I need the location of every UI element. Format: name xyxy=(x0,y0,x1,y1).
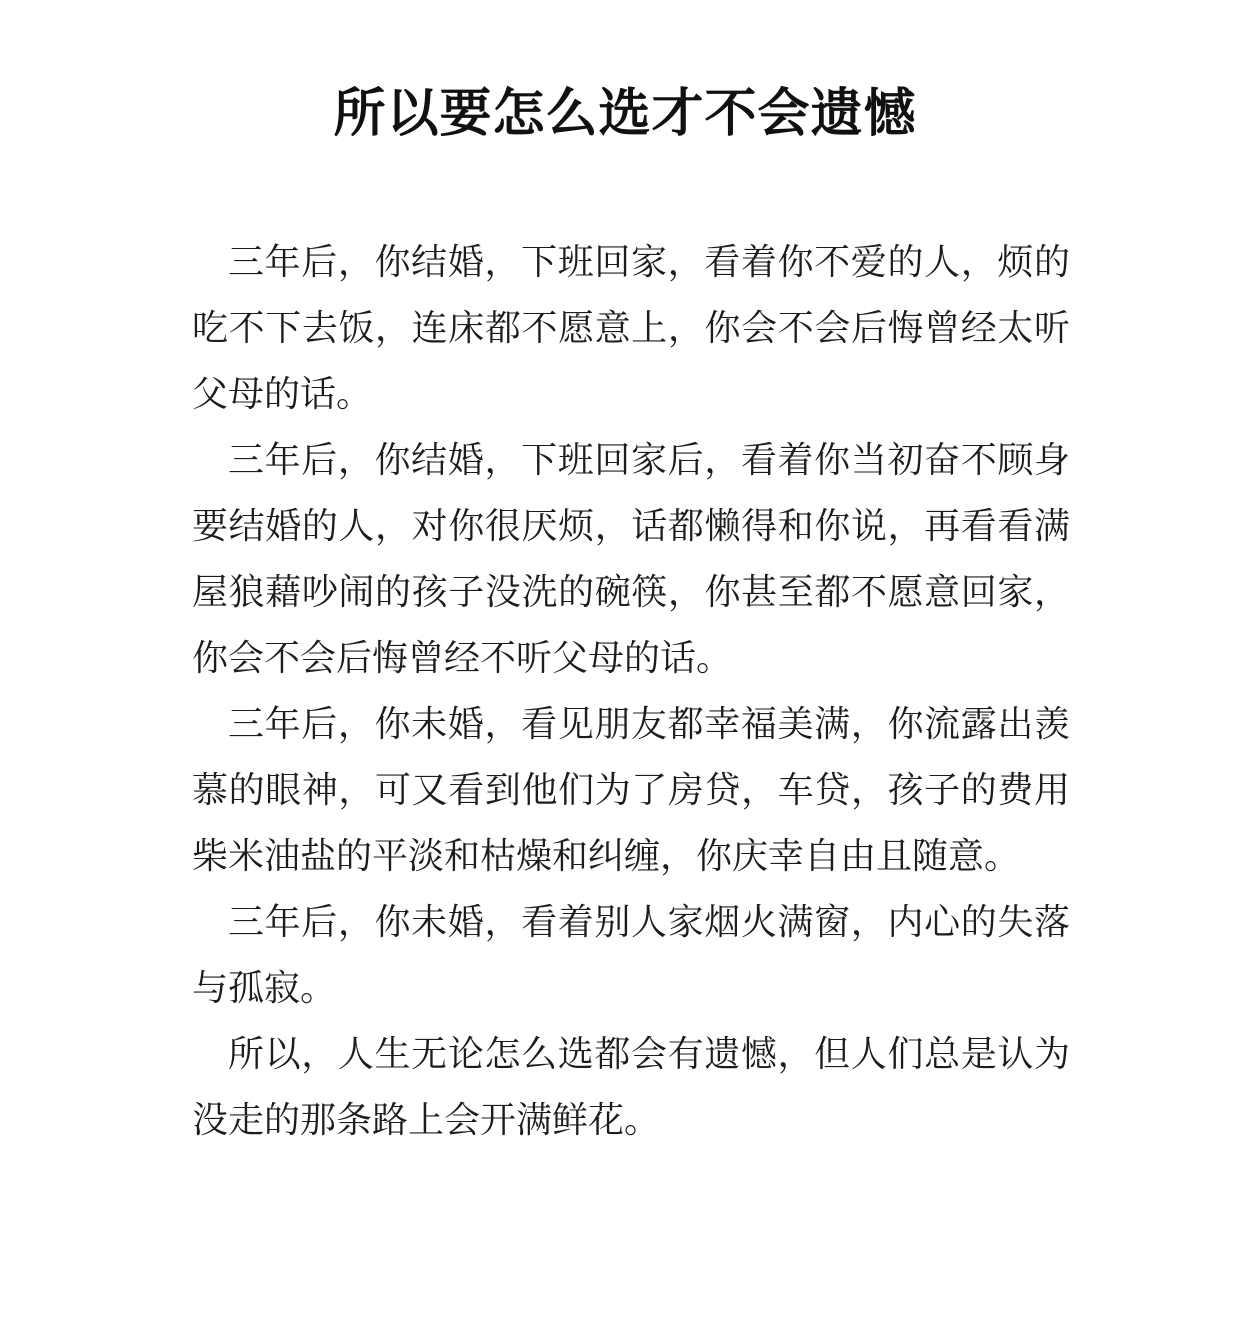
article-body xyxy=(192,230,1070,1154)
paragraph: 三年后，你结婚，下班回家后，看着你当初奋不顾身要结婚的人，对你很厌烦，话都懒得和你说，再看看满屋狼藉吵闹的孩子没洗的碗筷，你甚至都不愿意回家，你会不会后悔曾经不听父母的话。 xyxy=(192,440,1070,679)
paragraph: 所以，人生无论怎么选都会有遗憾，但人们总是认为没走的那条路上会开满鲜花。 xyxy=(192,1034,1070,1141)
article-title: 所以要怎么选才不会遗憾 xyxy=(333,84,917,144)
paragraph: 三年后，你未婚，看见朋友都幸福美满，你流露出羡慕的眼神，可又看到他们为了房贷，车贷，孩子的费用柴米油盐的平淡和枯燥和纠缠，你庆幸自由且随意。 xyxy=(192,704,1070,877)
paragraph: 三年后，你未婚，看着别人家烟火满窗，内心的失落与孤寂。 xyxy=(192,902,1070,1009)
paragraph: 三年后，你结婚，下班回家，看着你不爱的人，烦的吃不下去饭，连床都不愿意上，你会不会后悔曾经太听父母的话。 xyxy=(192,242,1070,415)
